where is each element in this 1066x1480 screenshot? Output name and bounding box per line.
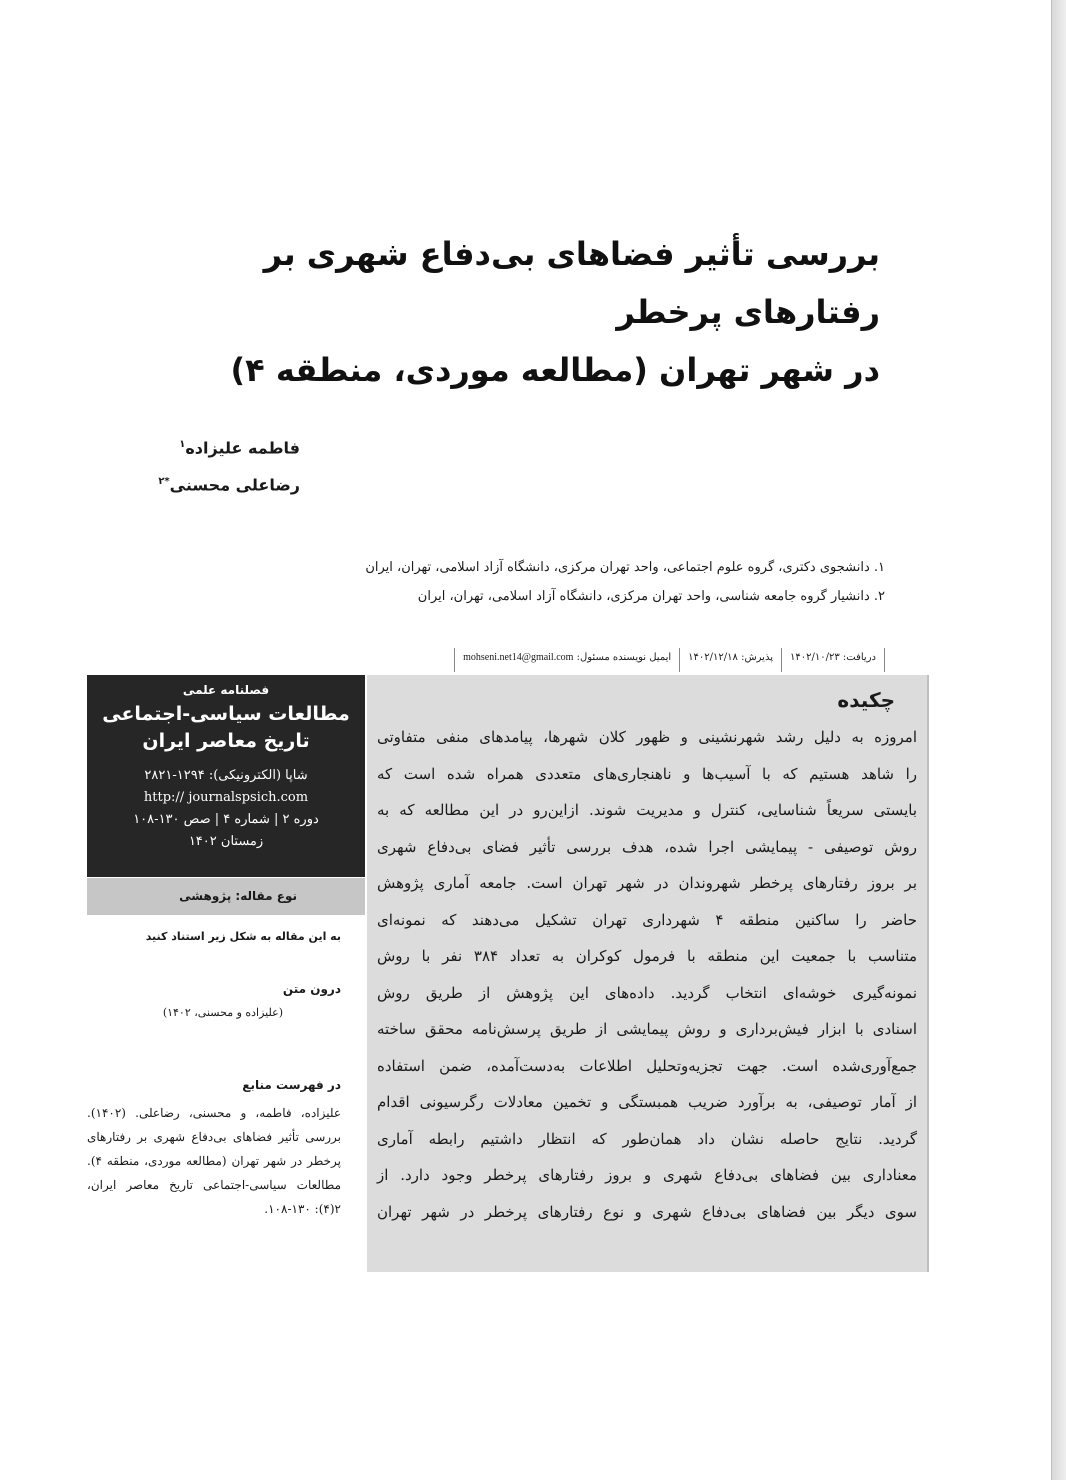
corresponding-email: [454, 648, 679, 672]
abstract-line: نمونه‌گیری خوشه‌ای انتخاب گردید. داده‌های این پژوهش از طریق روش: [377, 983, 917, 1002]
abstract-line: را شاهد هستیم که با آسیب‌ها و ناهنجاری‌های متعددی همراه شده است که: [377, 764, 917, 783]
received-date: [781, 648, 885, 672]
intext-citation-label: درون متن: [282, 982, 341, 996]
page-edge: [1051, 0, 1066, 1480]
journal-name: [87, 701, 365, 755]
abstract-line: امروزه به دلیل رشد شهرنشینی و ظهور کلان شهرها، پیامدهای منفی متفاوتی: [377, 728, 917, 746]
email-link[interactable]: mohseni.net14@gmail.com: [463, 652, 574, 663]
abstract-line: گردید. نتایج حاصله نشان داد همان‌طور که انتظار داشتیم رابطه آماری: [377, 1129, 917, 1148]
journal-name-line-2: تاریخ معاصر ایران: [142, 730, 310, 752]
journal-name-line-1: مطالعات سیاسی-اجتماعی: [102, 703, 350, 725]
abstract-line: متناسب با جمعیت این منطقه با فرمول کوکران به تعداد ۳۸۴ نفر با روش: [377, 947, 917, 965]
accepted-value: ۱۴۰۲/۱۲/۱۸: [688, 652, 738, 663]
author-list: [100, 428, 300, 503]
received-value: ۱۴۰۲/۱۰/۲۳: [790, 652, 840, 663]
journal-issn: شاپا (الکترونیکی): ۱۲۹۴-۲۸۲۱: [144, 768, 308, 783]
journal-meta: [87, 765, 365, 853]
journal-season: زمستان ۱۴۰۲: [188, 834, 264, 849]
affiliations: [300, 553, 885, 611]
journal-info-box: [87, 675, 365, 877]
accepted-label: پذیرش:: [741, 652, 773, 663]
affiliation-1: ۱. دانشجوی دکتری، گروه علوم اجتماعی، واحد تهران مرکزی، دانشگاه آزاد اسلامی، تهران، ایران: [365, 560, 885, 575]
author-2: [100, 465, 300, 502]
accepted-date: [679, 648, 781, 672]
dates-bar: [367, 648, 885, 672]
abstract-body: [377, 719, 917, 1230]
author-2-mark: *۲: [158, 476, 170, 488]
affiliation-2: ۲. دانشیار گروه جامعه شناسی، واحد تهران مرکزی، دانشگاه آزاد اسلامی، تهران، ایران: [417, 589, 885, 604]
author-1-mark: ۱: [179, 439, 186, 450]
author-2-name: رضاعلی محسنی: [169, 475, 300, 495]
author-1-name: فاطمه علیزاده: [185, 438, 300, 458]
email-label: ایمیل نویسنده مسئول:: [576, 652, 672, 663]
abstract-line: بایستی سریعاً شناسایی، کنترل و مدیریت شوند. ازاین‌رو در این مطالعه که به: [377, 801, 917, 819]
article-title-line-1: بررسی تأثیر فضاهای بی‌دفاع شهری بر رفتارهای پرخطر: [263, 235, 880, 331]
article-title: [110, 225, 880, 399]
article-type: نوع مقاله: پژوهشی: [179, 889, 297, 903]
journal-issue: دوره ۲ | شماره ۴ | صص ۱۳۰-۱۰۸: [133, 812, 319, 827]
intext-citation-value: (علیزاده و محسنی، ۱۴۰۲): [162, 1006, 283, 1019]
journal-url[interactable]: http:// journalspsich.com: [143, 790, 309, 805]
abstract-line: جمع‌آوری‌شده است. جهت تجزیه‌وتحلیل اطلاعات به‌دست‌آمده، ضمن استفاده: [377, 1056, 917, 1075]
reference-list-value: علیزاده، فاطمه، و محسنی، رضاعلی. (۱۴۰۲). بررسی تأثیر فضاهای بی‌دفاع شهری بر رفتارهای پرخطر در شهر تهران (مطالعه موردی، منطقه ۴). مطالعات سیاسی-اجتماعی تاریخ معاصر ایران، ۲(۴): ۱۳۰-۱۰۸.: [87, 1106, 341, 1216]
citation-heading: به این مقاله به شکل زیر استناد کنید: [145, 930, 341, 943]
abstract-line: حاضر را ساکنین منطقه ۴ شهرداری تهران تشکیل می‌دهند که نمونه‌ای: [377, 910, 917, 929]
received-label: دریافت:: [842, 652, 876, 663]
article-type-bar: [87, 878, 365, 915]
author-1: [100, 428, 300, 465]
journal-kicker: فصلنامه علمی: [182, 683, 270, 697]
abstract-line: از آمار توصیفی، به برآورد ضریب همبستگی و تخمین معادلات رگرسیونی اقدام: [377, 1093, 917, 1111]
reference-list-label: در فهرست منابع: [242, 1078, 341, 1092]
article-title-line-2: در شهر تهران (مطالعه موردی، منطقه ۴): [230, 351, 880, 389]
abstract-line: روش توصیفی - پیمایشی اجرا شده، هدف بررسی تأثیر فضای بی‌دفاع شهری: [377, 837, 917, 856]
abstract-line: بر بروز رفتارهای پرخطر شهروندان در شهر تهران است. جامعه آماری پژوهش: [377, 874, 917, 892]
abstract-box: [367, 675, 929, 1272]
abstract-title: چکیده: [837, 688, 895, 712]
abstract-line: معناداری بین فضاهای بی‌دفاع شهری و بروز رفتارهای پرخطر وجود دارد. از: [377, 1166, 917, 1184]
abstract-line: اسنادی با ابزار فیش‌برداری و روش پیمایشی از طریق پرسش‌نامه محقق ساخته: [377, 1020, 917, 1038]
abstract-line: سوی دیگر بین فضاهای بی‌دفاع شهری و نوع رفتارهای پرخطر در شهر تهران: [377, 1202, 917, 1221]
